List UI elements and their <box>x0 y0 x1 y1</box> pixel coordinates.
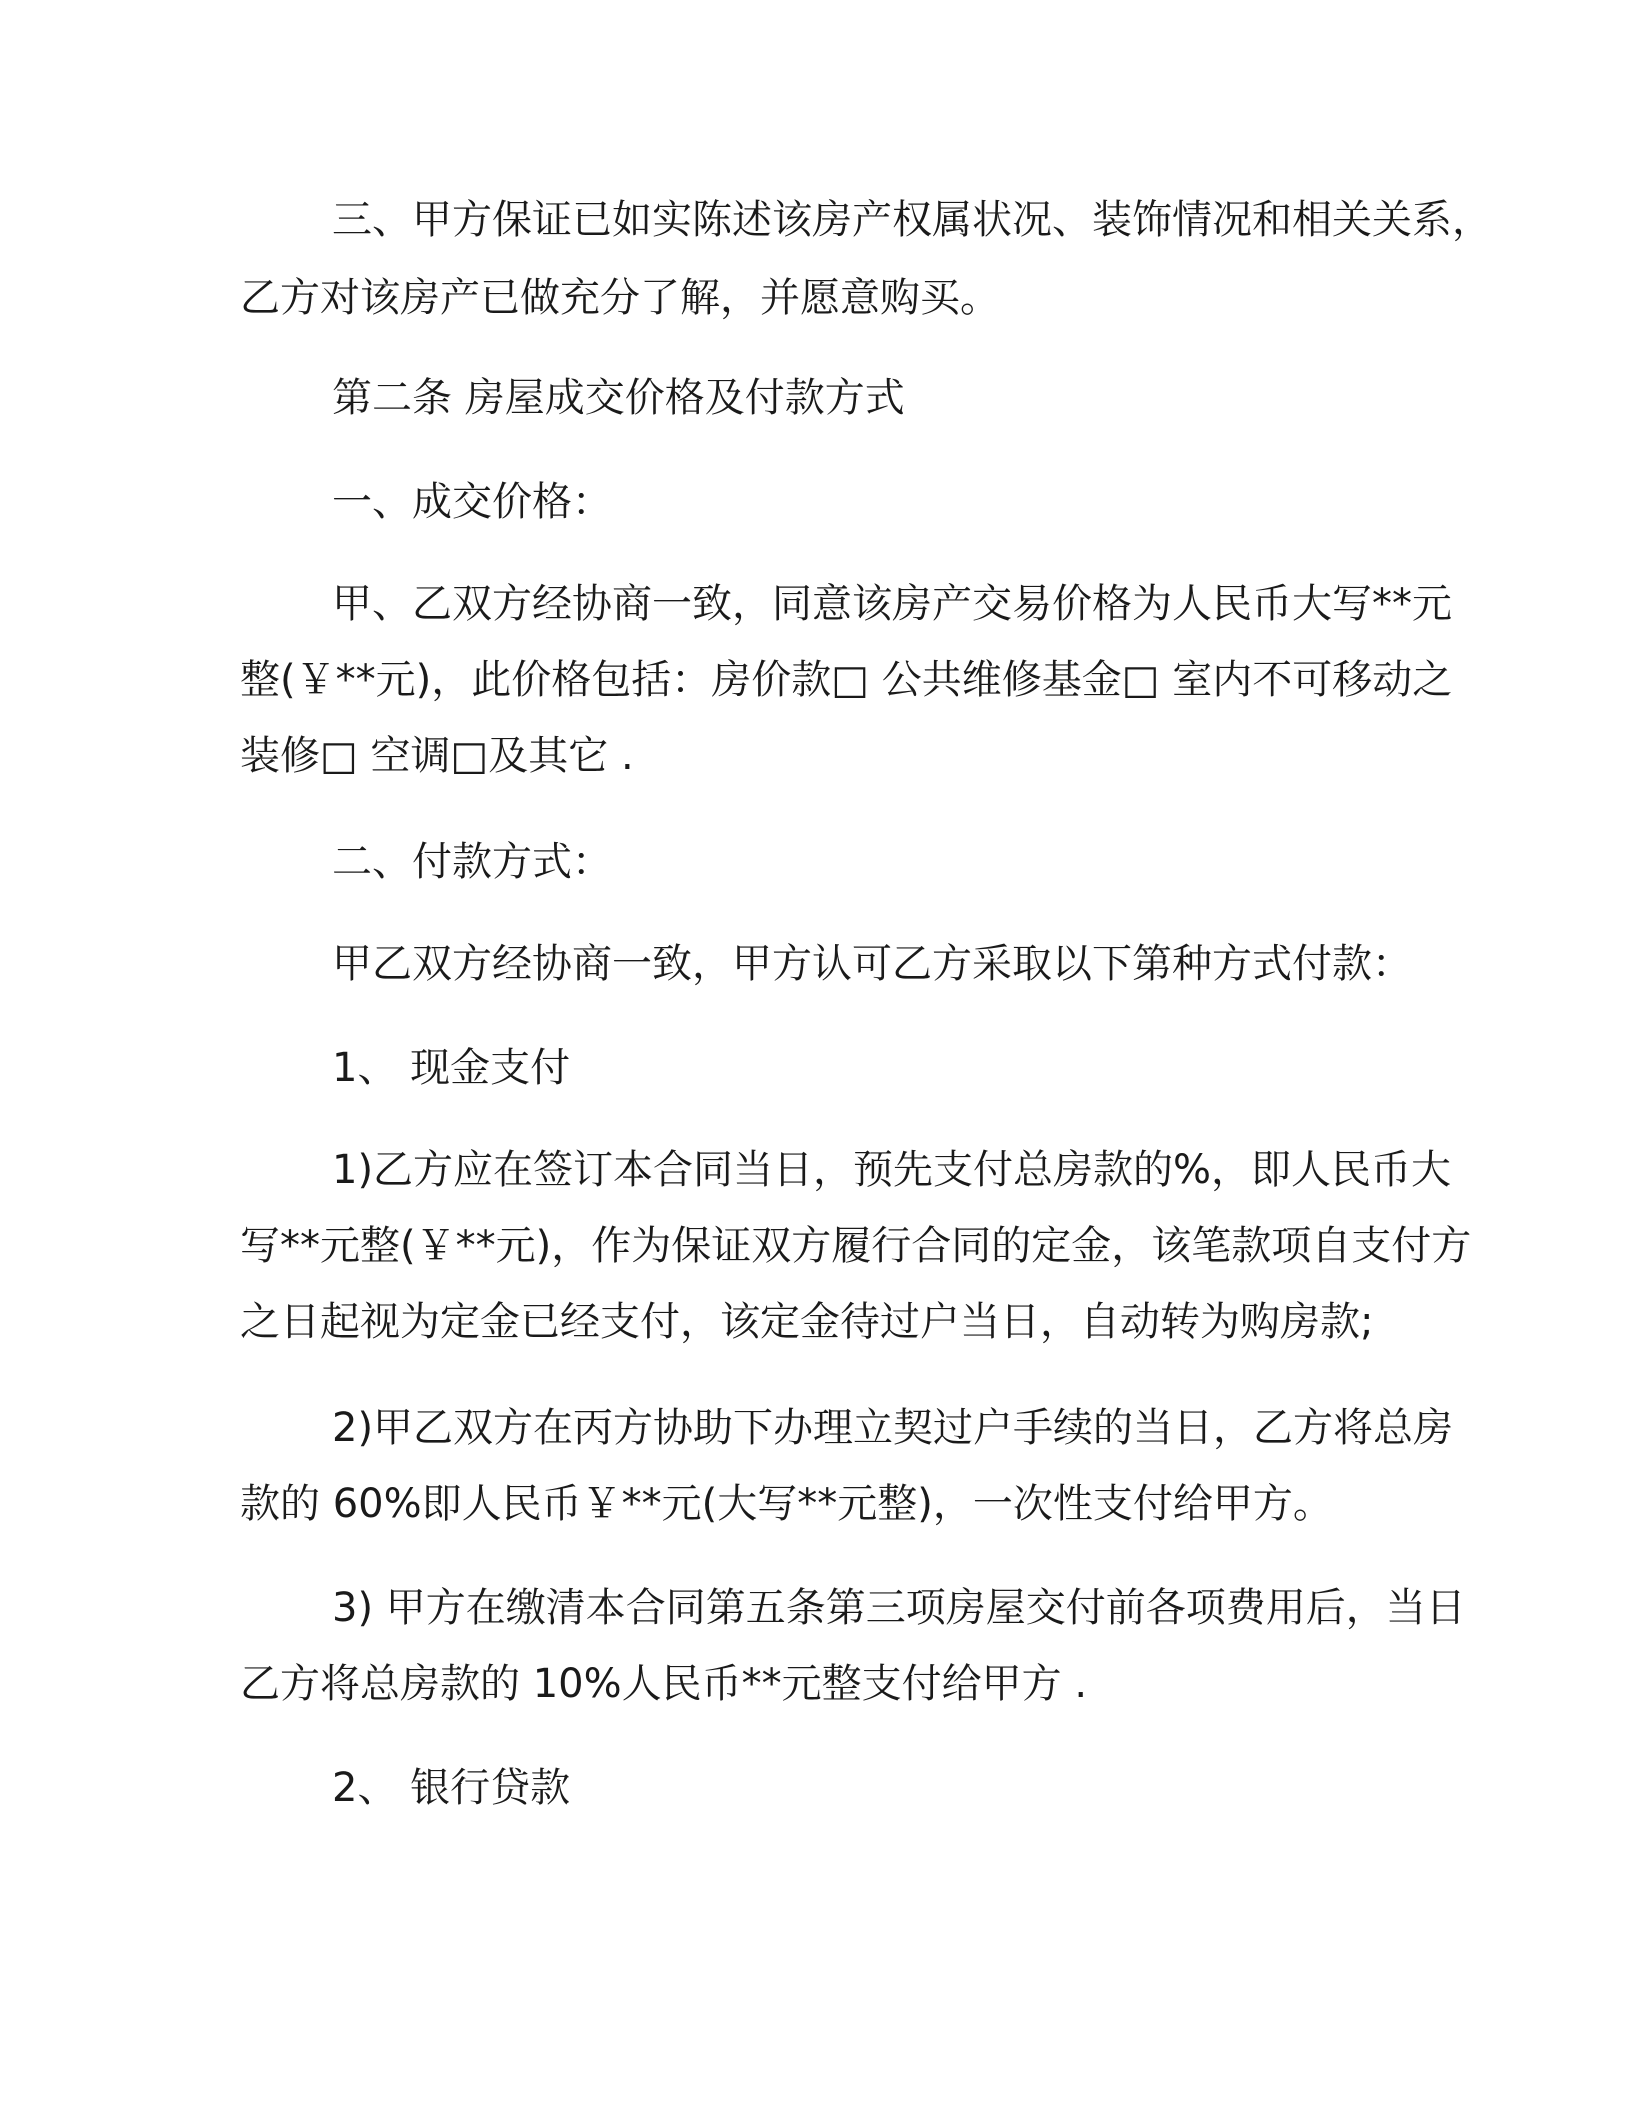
clause-3-line-2: 乙方对该房产已做充分了解，并愿意购买。 <box>240 275 1000 321</box>
cash-item-1-line-1: 1)乙方应在签订本合同当日，预先支付总房款的%，即人民币大 <box>332 1147 1452 1193</box>
cash-item-1-line-3: 之日起视为定金已经支付，该定金待过户当日，自动转为购房款; <box>240 1299 1374 1345</box>
article-2-heading: 第二条 房屋成交价格及付款方式 <box>332 375 905 421</box>
price-paragraph-line-1: 甲、乙双方经协商一致，同意该房产交易价格为人民币大写**元 <box>332 581 1452 627</box>
bank-loan-heading: 2、 银行贷款 <box>332 1765 571 1811</box>
cash-item-2-line-2: 款的 60%即人民币￥**元(大写**元整)，一次性支付给甲方。 <box>240 1481 1333 1527</box>
cash-item-3-line-1: 3) 甲方在缴清本合同第五条第三项房屋交付前各项费用后，当日 <box>332 1585 1466 1631</box>
price-paragraph-line-2: 整(￥**元)，此价格包括：房价款□ 公共维修基金□ 室内不可移动之 <box>240 657 1453 703</box>
section-price-heading: 一、成交价格： <box>332 479 612 525</box>
cash-item-3-line-2: 乙方将总房款的 10%人民币**元整支付给甲方 . <box>240 1661 1088 1707</box>
payment-intro: 甲乙双方经协商一致，甲方认可乙方采取以下第种方式付款： <box>332 941 1412 987</box>
clause-3-line-1: 三、甲方保证已如实陈述该房产权属状况、装饰情况和相关关系， <box>332 197 1492 243</box>
cash-item-2-line-1: 2)甲乙双方在丙方协助下办理立契过户手续的当日，乙方将总房 <box>332 1405 1454 1451</box>
cash-item-1-line-2: 写**元整(￥**元)，作为保证双方履行合同的定金，该笔款项自支付方 <box>240 1223 1472 1269</box>
price-paragraph-line-3: 装修□ 空调□及其它 . <box>240 733 634 779</box>
cash-payment-heading: 1、 现金支付 <box>332 1045 571 1091</box>
section-payment-heading: 二、付款方式： <box>332 839 612 885</box>
